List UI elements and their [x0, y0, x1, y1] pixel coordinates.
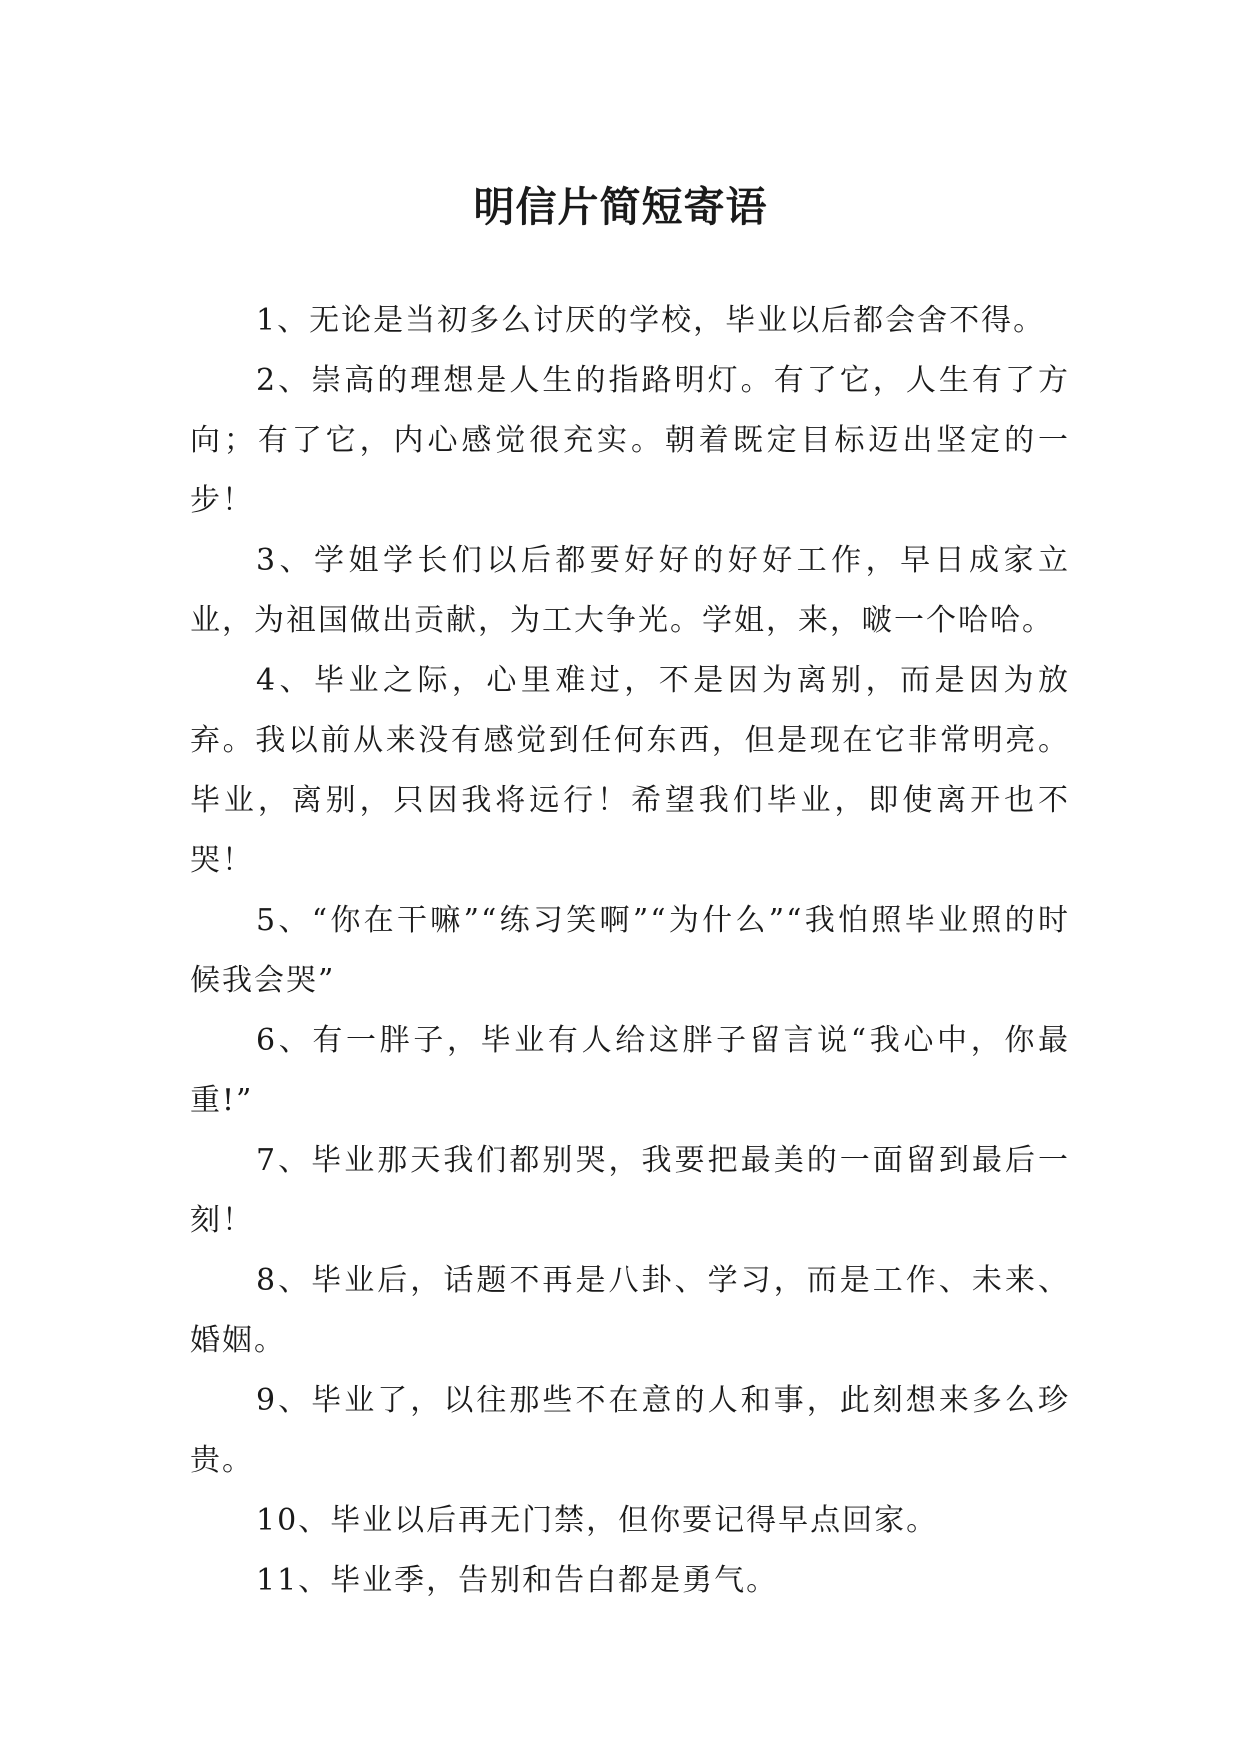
- paragraph: 9、毕业了，以往那些不在意的人和事，此刻想来多么珍贵。: [190, 1383, 1070, 1478]
- paragraph: 7、毕业那天我们都别哭，我要把最美的一面留到最后一刻！: [190, 1143, 1070, 1238]
- paragraph: 5、“你在干嘛”“练习笑啊”“为什么”“我怕照毕业照的时候我会哭”: [190, 903, 1070, 998]
- paragraph: 4、毕业之际，心里难过，不是因为离别，而是因为放弃。我以前从来没有感觉到任何东西，但是现在它非常明亮。毕业，离别，只因我将远行！希望我们毕业，即使离开也不哭！: [190, 663, 1070, 878]
- document-body: [190, 291, 1070, 1611]
- paragraph: 10、毕业以后再无门禁，但你要记得早点回家。: [256, 1503, 939, 1538]
- document-title: 明信片简短寄语: [473, 183, 768, 232]
- paragraph: 2、崇高的理想是人生的指路明灯。有了它，人生有了方向；有了它，内心感觉很充实。朝着既定目标迈出坚定的一步！: [190, 363, 1070, 518]
- paragraph: 3、学姐学长们以后都要好好的好好工作，早日成家立业，为祖国做出贡献，为工大争光。学姐，来，啵一个哈哈。: [190, 543, 1070, 638]
- paragraph: 8、毕业后，话题不再是八卦、学习，而是工作、未来、婚姻。: [190, 1263, 1070, 1358]
- paragraph: 1、无论是当初多么讨厌的学校，毕业以后都会舍不得。: [256, 303, 1046, 338]
- paragraph: 11、毕业季，告别和告白都是勇气。: [256, 1563, 779, 1598]
- paragraph: 6、有一胖子，毕业有人给这胖子留言说“我心中，你最重!”: [190, 1023, 1070, 1118]
